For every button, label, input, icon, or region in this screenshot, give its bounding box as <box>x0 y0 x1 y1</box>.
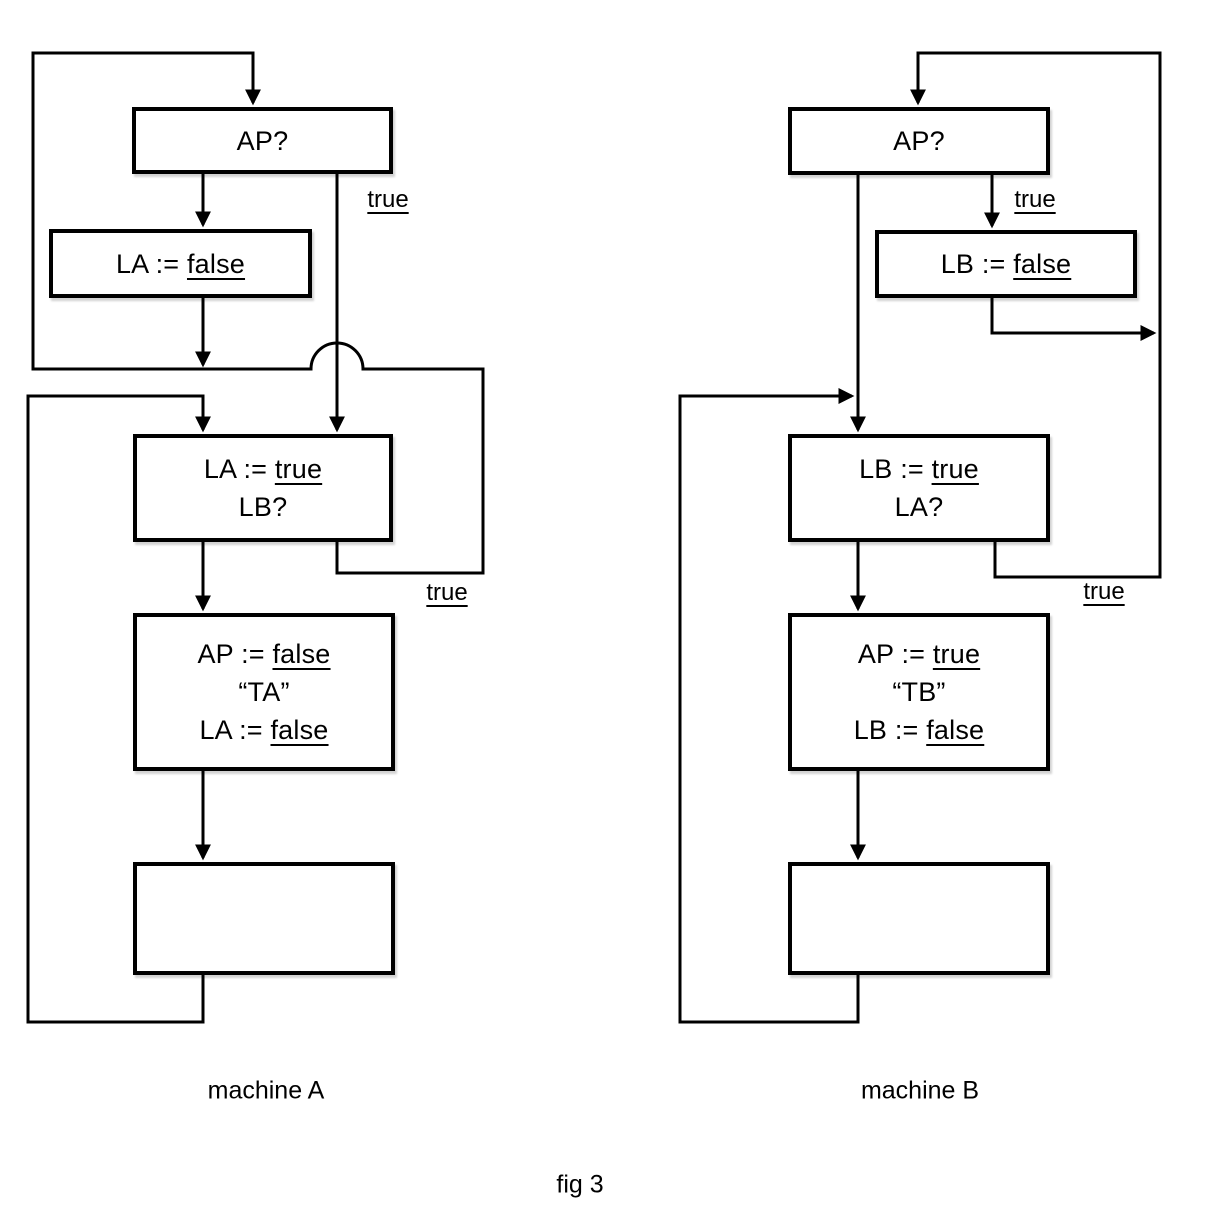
flow-box-action-ta-a <box>133 613 395 771</box>
assign-value: false <box>186 248 246 279</box>
connector-b-lbfalse-return <box>992 298 1154 333</box>
flow-box-ap-a <box>132 107 393 174</box>
label-true-ap-branch-a: true <box>367 186 409 213</box>
machine-a-label: machine A <box>207 1076 325 1105</box>
assign-text: LA := <box>199 715 271 745</box>
assign-value: true <box>931 454 979 484</box>
box-text: LB? <box>238 492 288 522</box>
box-text: “TA” <box>238 677 290 707</box>
flow-box-lbfalse-b <box>875 230 1137 298</box>
box-text <box>199 711 328 749</box>
box-text: LA? <box>894 492 944 522</box>
flow-box-action-tb-b <box>788 613 1050 771</box>
box-text <box>854 711 985 749</box>
assign-text: AP := <box>857 639 933 669</box>
flow-box-lafalse-a <box>49 229 312 298</box>
assign-value: false <box>270 715 329 745</box>
label-true-la-branch-b: true <box>1083 578 1125 605</box>
flow-box-latrue-lb-a <box>133 434 393 542</box>
assign-value: false <box>1013 249 1072 279</box>
label-true-lb-branch-a: true <box>426 579 468 606</box>
assign-value: false <box>272 639 331 669</box>
assign-value: false <box>926 715 985 745</box>
box-text: “TB” <box>892 677 946 707</box>
figure-caption: fig 3 <box>556 1170 604 1199</box>
flow-box-empty-a <box>133 862 395 975</box>
assign-text: LB := <box>940 249 1014 279</box>
label-true-ap-branch-b: true <box>1014 186 1056 213</box>
box-text: AP? <box>236 125 289 156</box>
flow-box-ap-b <box>788 107 1050 175</box>
assign-text: LA := <box>115 248 187 279</box>
box-text: AP? <box>893 126 945 156</box>
flow-box-empty-b <box>788 862 1050 975</box>
assign-text: AP := <box>197 639 273 669</box>
assign-text: LA := <box>203 454 275 484</box>
assign-text: LB := <box>859 454 932 484</box>
box-text <box>197 635 330 673</box>
machine-b-label: machine B <box>860 1076 980 1105</box>
assign-text: LB := <box>853 715 927 745</box>
assign-value: true <box>274 454 323 484</box>
box-text <box>859 450 979 488</box>
box-text <box>116 245 245 283</box>
box-text <box>858 635 980 673</box>
assign-value: true <box>932 639 981 669</box>
box-text <box>941 245 1072 283</box>
flow-box-lbtrue-la-b <box>788 434 1050 542</box>
box-text <box>204 450 322 488</box>
